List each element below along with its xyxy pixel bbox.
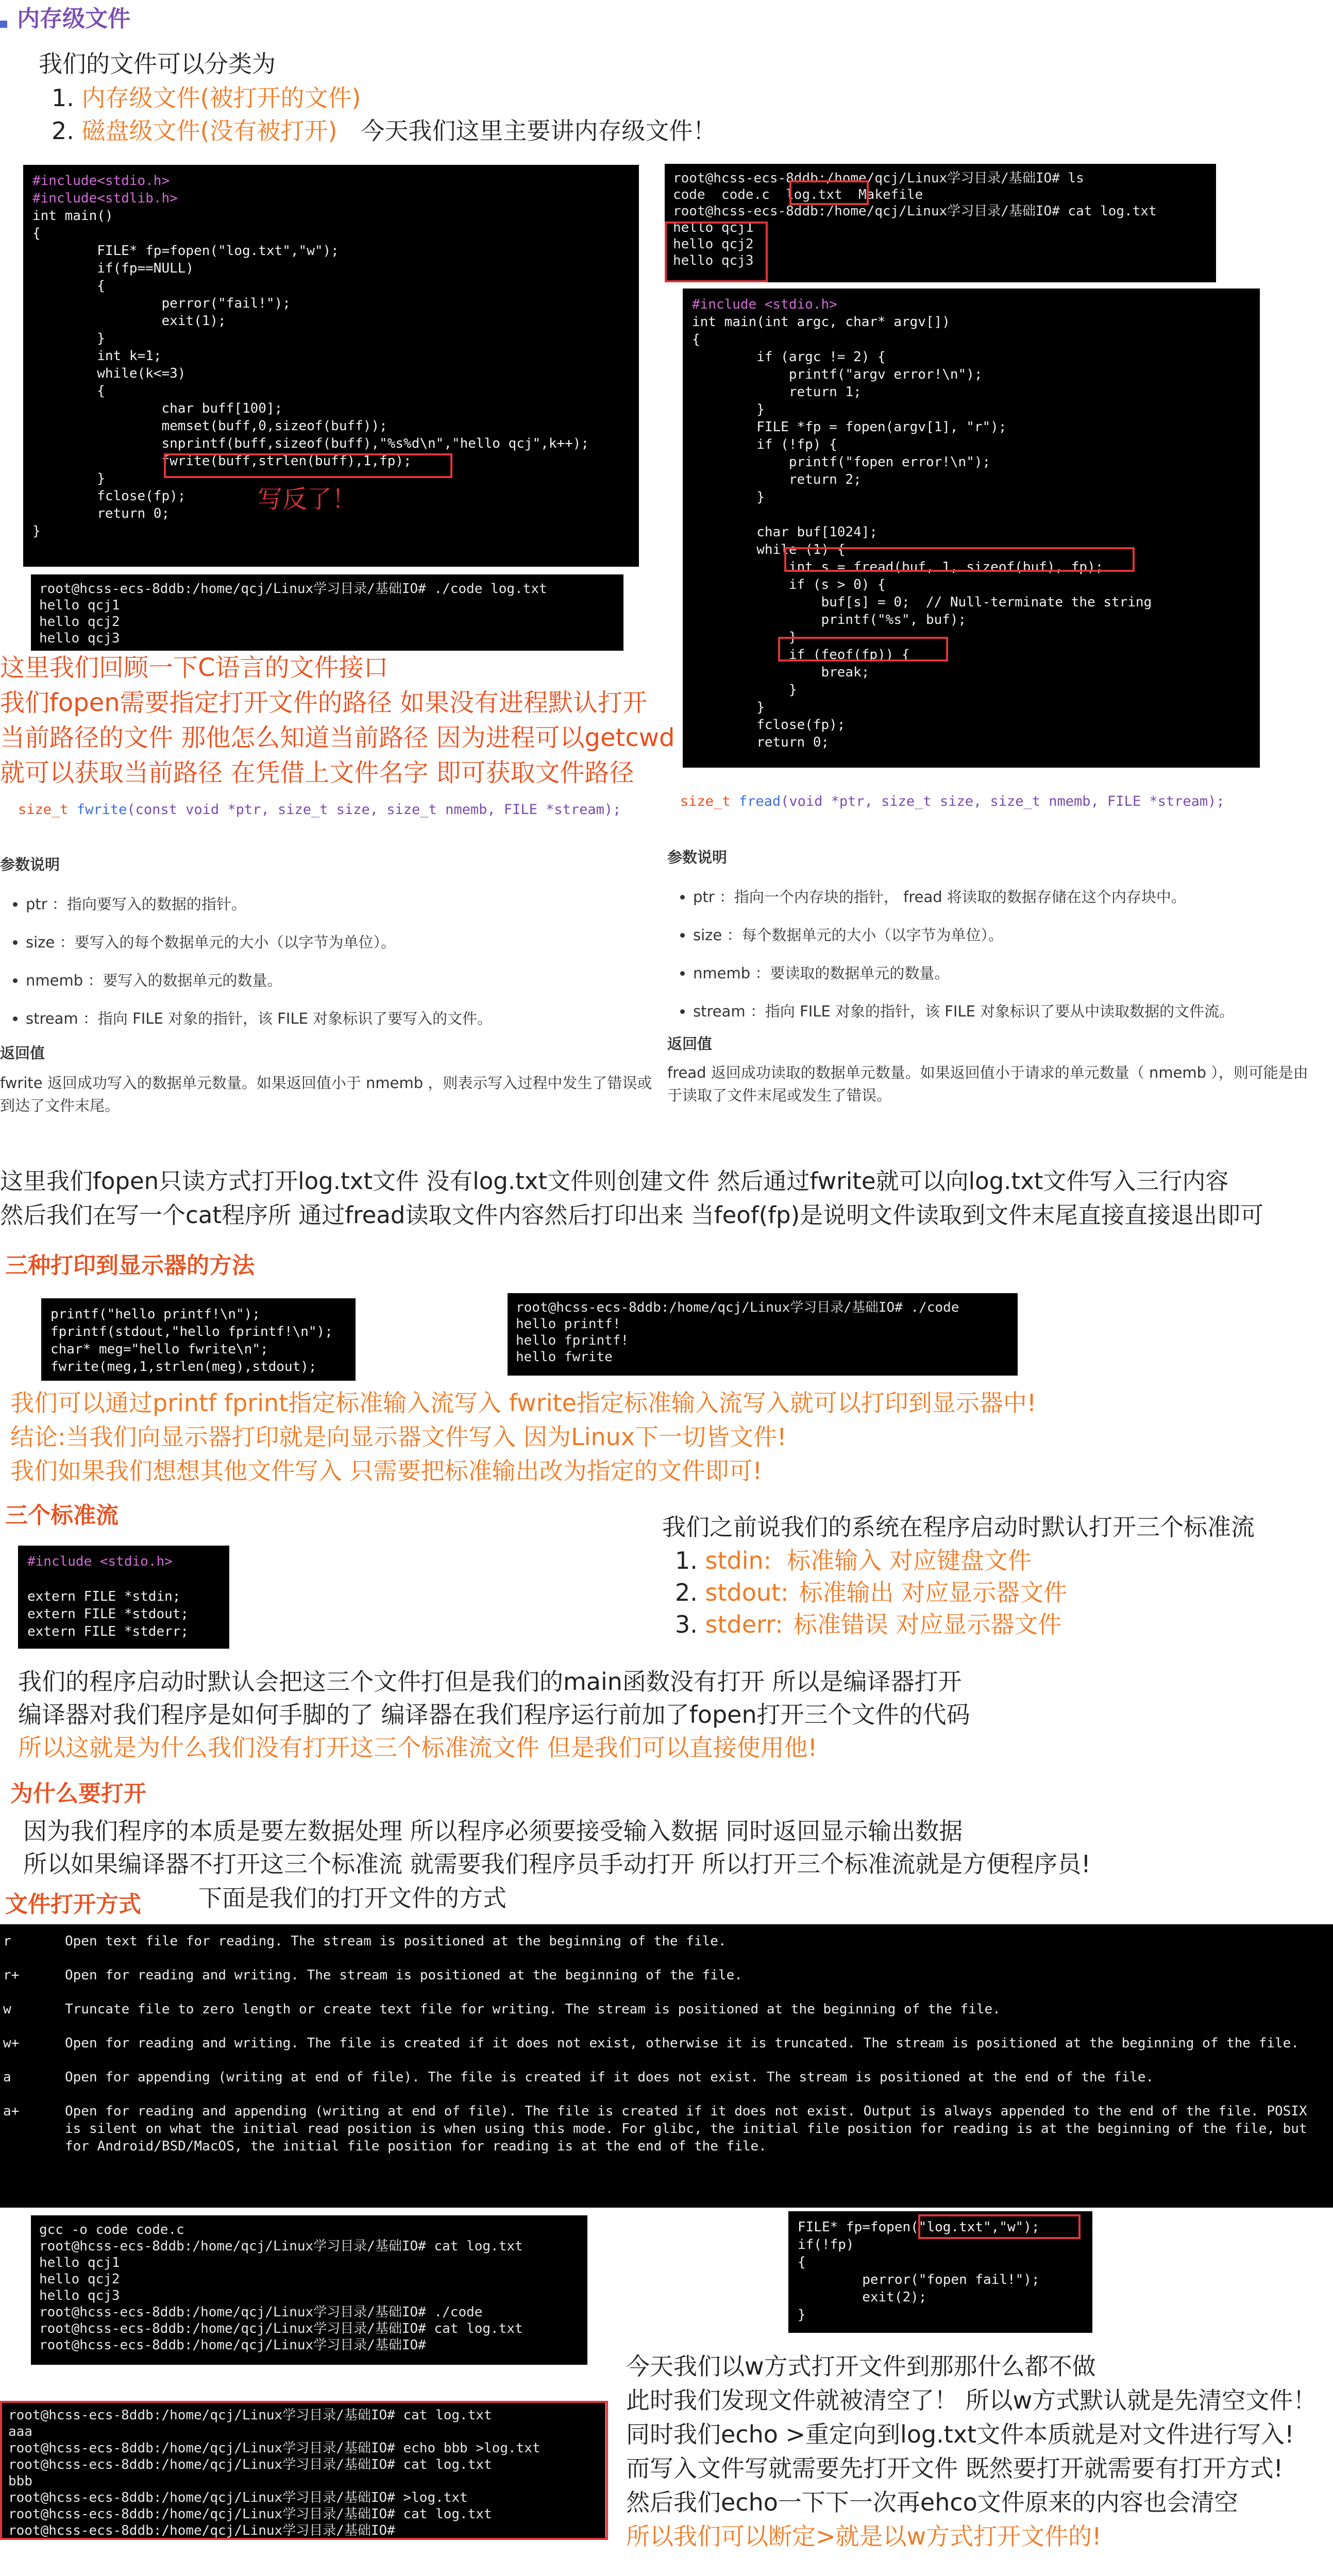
terminal-line: hello qcj3 — [39, 631, 120, 646]
mode-row — [0, 1958, 1333, 1992]
mode-key: a+ — [3, 2104, 20, 2119]
code-line: int s = fread(buf, 1, sizeof(buf), fp); — [692, 560, 1104, 575]
code-line: memset(buff,0,sizeof(buff)); — [32, 418, 387, 434]
code-line: } — [32, 523, 41, 539]
section-title-row — [0, 0, 130, 33]
code-line: printf("argv error!\n"); — [692, 367, 983, 382]
terminal-line: aaa — [8, 2424, 32, 2439]
intro-list: 1. 内存级文件(被打开的文件) 2. 磁盘级文件(没有被打开) 今天我们这里主要讲内存级文件！ — [52, 84, 717, 145]
terminal-line: hello qcj1 — [673, 220, 754, 235]
code-block-fread — [683, 289, 1260, 768]
code-line: { — [798, 2255, 806, 2270]
code-line: char buf[1024]; — [692, 524, 878, 540]
code-line: int k=1; — [32, 348, 162, 364]
intro-line: 我们的文件可以分类为 — [39, 50, 276, 78]
terminal-line: hello qcj2 — [673, 236, 754, 252]
fread-doc: 参数说明 • ptr ：指向一个内存块的指针， fread 将读取的数据存储在这个内存块中。 • size ：每个数据单元的大小（以字节为单位）。 • nmemb ：要读取的数据单元的数量。 • stream ：指向 FILE 对象的指针，该 FILE 对象标识了要从中读取数据的文件流。 返回值 fread 返回成功读取的数据单元数量。如果返回值小于请求的单元数量（ nmemb ），则可能是由于读取了文件末尾或发生了错误。 — [667, 846, 1322, 1107]
std-lead: 我们之前说我们的系统在程序启动时默认打开三个标准流 — [662, 1513, 1255, 1541]
intro-item-2: 磁盘级文件(没有被打开) — [81, 117, 338, 145]
mode-key: r+ — [3, 1968, 20, 1983]
code-line: extern FILE *stderr; — [27, 1624, 189, 1639]
terminal-line: hello qcj3 — [39, 2288, 120, 2303]
code-line: printf("hello printf!\n"); — [50, 1307, 260, 1322]
code-line: char buff[100]; — [32, 401, 283, 416]
code-line: FILE* fp=fopen("log.txt","w"); — [798, 2219, 1040, 2235]
code-line: } — [798, 2307, 806, 2323]
terminal-line: hello qcj1 — [39, 2255, 120, 2270]
code-line: extern FILE *stdout; — [27, 1606, 189, 1622]
code-line — [27, 1570, 220, 1588]
code-line: buf[s] = 0; // Null-terminate the string — [692, 595, 1152, 610]
summary-text: 这里我们fopen只读方式打开log.txt文件 没有log.txt文件则创建文件 然后通过fwrite就可以向log.txt文件写入三行内容 然后我们在写一个cat程序所 通过fread读取文件内容然后打印出来 当feof(fp)是说明文件读取到文件末尾直接直接退出即可 — [0, 1167, 1264, 1229]
mode-row — [0, 2060, 1333, 2094]
code-line: } — [692, 402, 765, 417]
section-heading-why: 为什么要打开 — [10, 1781, 146, 1807]
mode-key: r — [3, 1934, 11, 1949]
terminal-line: root@hcss-ecs-8ddb:/home/qcj/Linux学习目录/基础IO# ls — [673, 171, 1084, 186]
terminal-line: hello qcj1 — [39, 598, 120, 613]
highlight-box — [164, 453, 452, 478]
code-line: if (feof(fp)) { — [692, 647, 910, 663]
mode-desc: Truncate file to zero length or create text file for writing. The stream is positioned at the beginning of the file. — [65, 2002, 1001, 2017]
code-line: snprintf(buff,sizeof(buff),"%s%d\n","hello qcj",k++); — [32, 436, 589, 451]
code-line: fwrite(meg,1,strlen(meg),stdout); — [50, 1359, 317, 1375]
section-heading-std: 三个标准流 — [5, 1502, 119, 1529]
code-line: } — [32, 471, 105, 486]
code-line: #include <stdio.h> — [27, 1554, 173, 1569]
fwrite-doc: 参数说明 • ptr ：指向要写入的数据的指针。 • size ：要写入的每个数据单元的大小（以字节为单位）。 • nmemb ：要写入的数据单元的数量。 • stream ：指向 FILE 对象的指针，该 FILE 对象标识了要写入的文件。 返回值 fwrite 返回成功写入的数据单元数量。如果返回值小于 nmemb ，则表示写入过程中发生了错误或到达了文件末尾。 — [0, 853, 654, 1117]
code-line: if (!fp) { — [692, 437, 837, 452]
terminal-line: root@hcss-ecs-8ddb:/home/qcj/Linux学习目录/基础IO# ./code log.txt — [39, 581, 547, 597]
terminal-w-demo — [31, 2215, 587, 2365]
code-line: { — [692, 332, 700, 347]
code-line: { — [32, 226, 41, 241]
section-heading-mode: 文件打开方式 — [5, 1891, 141, 1918]
intro-tail: 今天我们这里主要讲内存级文件！ — [361, 117, 717, 145]
code-line: exit(2); — [798, 2290, 927, 2305]
terminal-line: root@hcss-ecs-8ddb:/home/qcj/Linux学习目录/基础IO# — [8, 2523, 403, 2538]
code-line: fwrite(buff,strlen(buff),1,fp); — [32, 453, 412, 469]
terminal-line: root@hcss-ecs-8ddb:/home/qcj/Linux学习目录/基础IO# cat log.txt — [8, 2408, 492, 2423]
highlight-box — [778, 637, 948, 662]
mode-table — [0, 1924, 1333, 2208]
code-line: } — [692, 700, 765, 715]
mode-desc: Open for reading and writing. The stream is positioned at the beginning of the file. — [65, 1968, 743, 1983]
terminal-line: root@hcss-ecs-8ddb:/home/qcj/Linux学习目录/基础IO# cat log.txt — [39, 2239, 523, 2254]
mode-key: w+ — [3, 2036, 20, 2051]
highlight-box — [918, 2214, 1081, 2239]
terminal-line: gcc -o code code.c — [39, 2222, 184, 2238]
terminal-line: hello qcj2 — [39, 614, 120, 630]
code-line: FILE* fp=fopen("log.txt","w"); — [32, 243, 339, 259]
terminal-line: hello qcj3 — [673, 253, 754, 268]
page-title: 内存级文件 — [17, 6, 131, 32]
terminal-line: hello qcj2 — [39, 2272, 120, 2287]
mode-row — [0, 1924, 1333, 1958]
code-line: char* meg="hello fwrite\n"; — [50, 1342, 268, 1357]
code-line: } — [692, 682, 797, 698]
terminal-line: root@hcss-ecs-8ddb:/home/qcj/Linux学习目录/基础IO# cat log.txt — [673, 204, 1157, 219]
section-heading-print: 三种打印到显示器的方法 — [5, 1252, 255, 1279]
terminal-line: root@hcss-ecs-8ddb:/home/qcj/Linux学习目录/基础IO# cat log.txt — [8, 2457, 492, 2472]
code-line: int main(int argc, char* argv[]) — [692, 314, 950, 330]
why-notes: 因为我们程序的本质是要左数据处理 所以程序必须要接受输入数据 同时返回显示输出数据 所以如果编译器不打开这三个标准流 就需要我们程序员手动打开 所以打开三个标准流就是方便程序员! — [23, 1817, 1091, 1878]
code-line: return 0; — [692, 735, 830, 750]
code-line: int main() — [32, 208, 113, 224]
code-line: { — [32, 278, 105, 294]
code-line: extern FILE *stdin; — [27, 1589, 181, 1604]
code-line: #include<stdio.h> — [32, 173, 170, 189]
code-line: perror("fopen fail!"); — [798, 2272, 1040, 2287]
highlight-box — [789, 180, 869, 205]
code-line: fclose(fp); — [692, 717, 846, 733]
terminal-print — [508, 1293, 1018, 1376]
terminal-run — [31, 574, 623, 651]
code-line: return 0; — [32, 506, 170, 521]
mode-desc: Open for appending (writing at end of file). The file is created if it does not exist. The stream is positioned at the end of the file. — [65, 2070, 1154, 2085]
mode-desc: Open text file for reading. The stream is positioned at the beginning of the file. — [65, 1934, 727, 1949]
print-notes: 我们可以通过printf fprint指定标准输入流写入 fwrite指定标准输入流写入就可以打印到显示器中! 结论:当我们向显示器打印就是向显示器文件写入 因为Linux下一切皆文件! 我们如果我们想想其他文件写入 只需要把标准输出改为指定的文件即可! — [10, 1389, 1037, 1485]
mode-row — [0, 1992, 1333, 2026]
std-notes: 我们的程序启动时默认会把这三个文件打但是我们的main函数没有打开 所以是编译器打开 编译器对我们程序是如何手脚的了 编译器在我们程序运行前加了fopen打开三个文件的代码 所以这就是为什么我们没有打开这三个标准流文件 但是我们可以直接使用他! — [18, 1668, 970, 1761]
code-line: } — [692, 630, 797, 645]
terminal-line: root@hcss-ecs-8ddb:/home/qcj/Linux学习目录/基础IO# — [39, 2337, 434, 2353]
highlight-box — [784, 547, 1135, 572]
code-line: if (s > 0) { — [692, 577, 886, 592]
code-line: while (1) { — [692, 542, 846, 557]
mode-key: w — [3, 2002, 11, 2017]
terminal-line: hello fwrite — [516, 1349, 613, 1365]
terminal-line: root@hcss-ecs-8ddb:/home/qcj/Linux学习目录/基础IO# cat log.txt — [8, 2506, 492, 2522]
annotation-reversed: 写反了！ — [258, 485, 357, 514]
code-line: while(k<=3) — [32, 366, 186, 381]
code-line: #include <stdio.h> — [692, 297, 837, 312]
code-line: } — [32, 331, 105, 346]
highlight-box — [0, 2401, 608, 2540]
terminal-line: hello printf! — [516, 1316, 621, 1332]
code-line: FILE *fp = fopen(argv[1], "r"); — [692, 419, 1007, 435]
fwrite-signature: size_t fwrite(const void *ptr, size_t size, size_t nmemb, FILE *stream); — [18, 802, 621, 818]
terminal-line: root@hcss-ecs-8ddb:/home/qcj/Linux学习目录/基础IO# ./code — [516, 1300, 959, 1315]
terminal-line: root@hcss-ecs-8ddb:/home/qcj/Linux学习目录/基础IO# ./code — [39, 2304, 483, 2320]
code-block-std — [18, 1546, 229, 1649]
code-line: break; — [692, 665, 870, 680]
terminal-line: root@hcss-ecs-8ddb:/home/qcj/Linux学习目录/基础IO# cat log.txt — [39, 2321, 523, 2336]
code-line: exit(1); — [32, 313, 226, 329]
mode-key: a — [3, 2070, 11, 2085]
code-line: perror("fail!"); — [32, 296, 291, 311]
code-line: #include<stdlib.h> — [32, 191, 178, 206]
review-text: 这里我们回顾一下C语言的文件接口 我们fopen需要指定打开文件的路径 如果没有进程默认打开 当前路径的文件 那他怎么知道当前路径 因为进程可以getcwd 就可以获取当前路径 在凭借上文件名字 即可获取文件路径 — [0, 653, 675, 787]
code-line: { — [32, 383, 105, 399]
terminal-line: root@hcss-ecs-8ddb:/home/qcj/Linux学习目录/基础IO# echo bbb >log.txt — [8, 2441, 541, 2456]
code-line: return 1; — [692, 384, 862, 400]
code-block-print — [41, 1298, 356, 1381]
intro-item-1: 内存级文件(被打开的文件) — [81, 84, 361, 112]
w-notes: 今天我们以w方式打开文件到那那什么都不做 此时我们发现文件就被清空了！ 所以w方式默认就是先清空文件！ 同时我们echo >重定向到log.txt文件本质就是对文件进行写入! 而写入文件写就需要先打开文件 既然要打开就需要有打开方式! 然后我们echo一下下一次再ehco文件原来的内容也会清空 所以我们可以断定>就是以w方式打开文件的! — [626, 2352, 1317, 2550]
code-line: if(!fp) — [798, 2237, 854, 2252]
code-line: printf("%s", buf); — [692, 612, 967, 628]
code-line: if(fp==NULL) — [32, 261, 194, 276]
highlight-box — [665, 222, 768, 282]
terminal-line: bbb — [8, 2473, 32, 2489]
mode-tail: 下面是我们的打开文件的方式 — [198, 1884, 507, 1912]
code-line: if (argc != 2) { — [692, 349, 886, 365]
terminal-line: hello fprintf! — [516, 1333, 629, 1348]
bullet-icon — [0, 21, 7, 28]
std-list: 1. stdin: 标准输入 对应键盘文件 2. stdout: 标准输出 对应显示器文件 3. stderr: 标准错误 对应显示器文件 — [675, 1547, 1068, 1638]
mode-desc: Open for reading and appending (writing at end of file). The file is created if it does not exist. Output is always appended to the end of the file. POSIX is silent on what the initial read position is when using this mode. For glibc, the initial file position for reading is at the beginning of the file, but for Android/BSD/MacOS, the initial file position for reading is at the end of the file. — [65, 2104, 1307, 2154]
code-line: printf("fopen error!\n"); — [692, 454, 991, 470]
code-line: fprintf(stdout,"hello fprintf!\n"); — [50, 1324, 333, 1340]
terminal-line: root@hcss-ecs-8ddb:/home/qcj/Linux学习目录/基础IO# >log.txt — [8, 2490, 468, 2505]
code-line: } — [692, 489, 765, 505]
terminal-line: code code.c log.txt Makefile — [673, 187, 923, 202]
code-line: fclose(fp); — [32, 488, 186, 504]
code-line — [692, 506, 1251, 523]
fread-signature: size_t fread(void *ptr, size_t size, size_t nmemb, FILE *stream); — [680, 793, 1225, 809]
mode-row — [0, 2094, 1333, 2163]
code-line: return 2; — [692, 472, 862, 487]
mode-row — [0, 2026, 1333, 2060]
mode-desc: Open for reading and writing. The file is created if it does not exist, otherwise it is truncated. The stream is positioned at the beginning of the file. — [65, 2036, 1299, 2051]
